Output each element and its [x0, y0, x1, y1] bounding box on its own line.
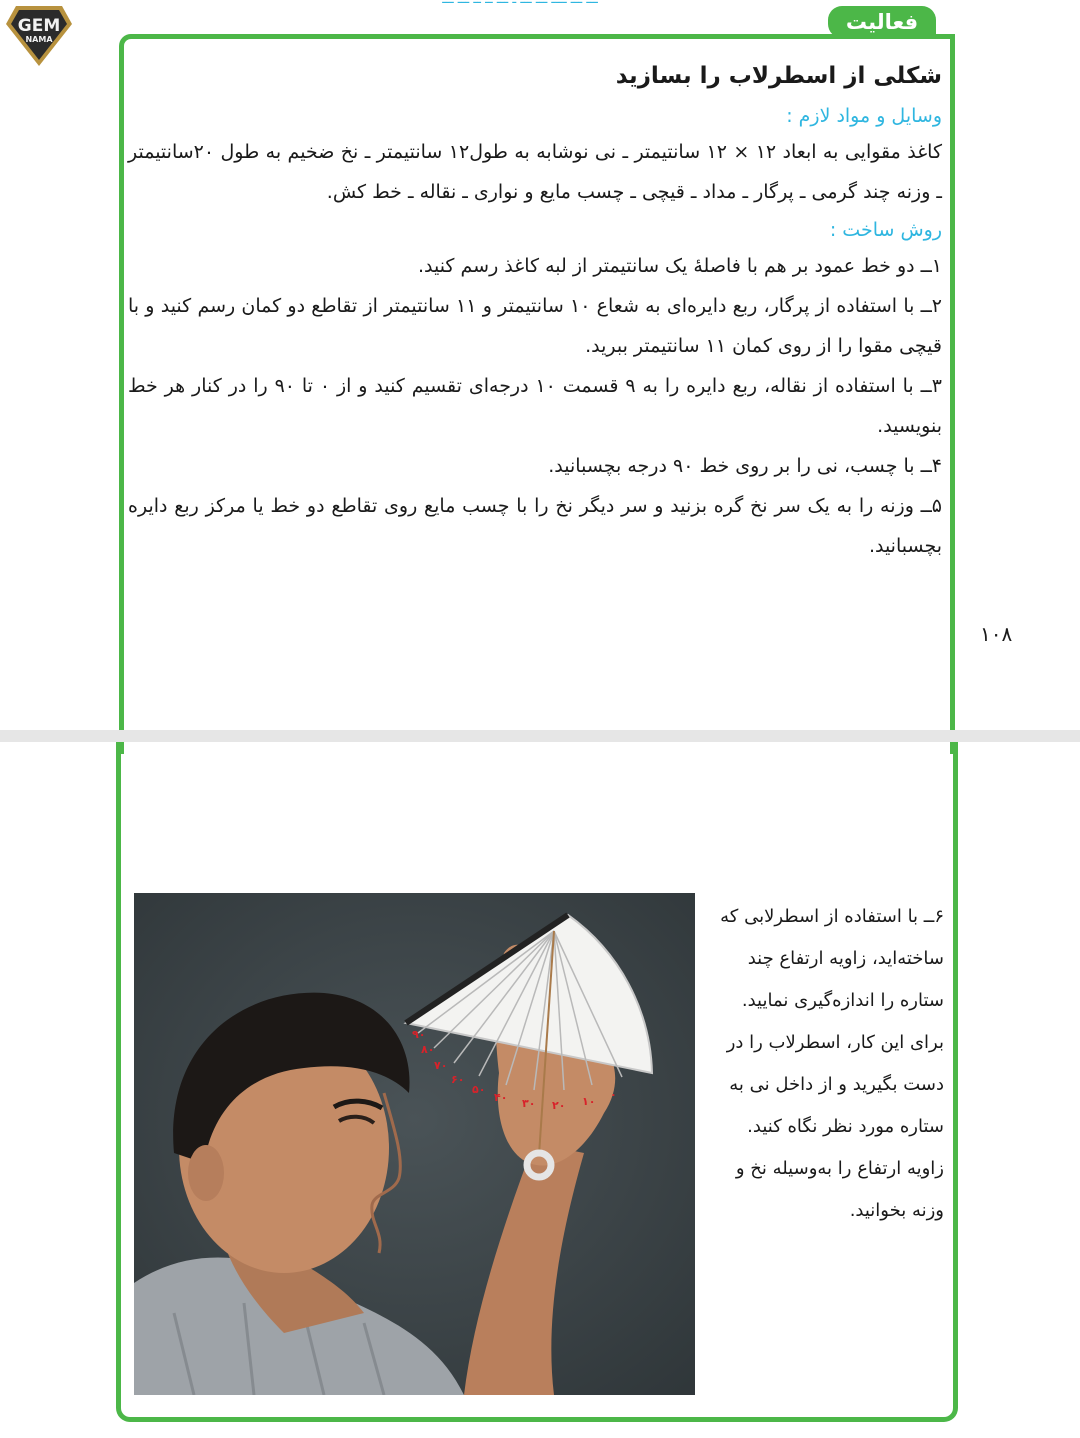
scale-label-40: ۴۰: [494, 1091, 508, 1104]
page-number: ۱۰۸: [980, 622, 1013, 646]
scale-label-90: ۹۰: [412, 1028, 426, 1041]
cropped-top-text: [290, 0, 750, 6]
step-5: ۵ــ وزنه را به یک سر نخ گره بزنید و سر دیگر نخ را با چسب مایع روی تقاطع دو خط یا مرکز ربع دایره بچسبانید.: [128, 495, 942, 557]
scale-label-80: ۸۰: [421, 1043, 435, 1056]
step-4: ۴ــ با چسب، نی را بر روی خط ۹۰ درجه بچسبانید.: [548, 455, 942, 477]
scale-label-60: ۶۰: [451, 1073, 465, 1086]
activity-content: [128, 56, 942, 566]
scale-label-0: ۰: [610, 1088, 617, 1101]
step-3: ۳ــ با استفاده از نقاله، ربع دایره را به ۹ قسمت ۱۰ درجه‌ای تقسیم کنید و از ۰ تا ۹۰ را در کنار هر خط بنویسید.: [128, 375, 942, 437]
materials-text: کاغذ مقوایی به ابعاد ۱۲ × ۱۲ سانتیمتر ـ نی نوشابه به طول۱۲ سانتیمتر ـ نخ ضخیم به طول ۲۰سانتیمتر ـ وزنه چند گرمی ـ پرگار ـ مداد ـ قیچی ـ چسب مایع و نواری ـ نقاله ـ خط کش.: [128, 141, 942, 203]
gemnama-logo: [2, 2, 76, 68]
materials-heading: وسایل و مواد لازم :: [786, 105, 942, 127]
activity-title: شکلی از اسطرلاب را بسازید: [615, 63, 942, 89]
step-2: ۲ــ با استفاده از پرگار، ربع دایره‌ای به شعاع ۱۰ سانتیمتر و ۱۱ سانتیمتر از تقاطع دو کمان رسم کنید و با قیچی مقوا را از روی کمان ۱۱ سانتیمتر ببرید.: [128, 295, 942, 357]
logo-text-gem: GEM: [17, 16, 61, 36]
method-heading: روش ساخت :: [829, 219, 942, 241]
step-6: ۶ــ با استفاده از اسطرلابی که ساخته‌اید، زاویه ارتفاع چند ستاره را اندازه‌گیری نمایید. برای این کار، اسطرلاب را در دست بگیرید و از داخل نی به ستاره مورد نظر نگاه کنید. زاویه ارتفاع را به‌وسیله نخ و وزنه بخوانید.: [720, 906, 944, 1221]
page-divider: [0, 730, 1080, 742]
scale-label-10: ۱۰: [582, 1095, 596, 1108]
step-1: ۱ــ دو خط عمود بر هم با فاصلهٔ یک سانتیمتر از لبه کاغذ رسم کنید.: [417, 255, 942, 277]
scale-label-20: ۲۰: [552, 1099, 566, 1112]
scale-label-70: ۷۰: [434, 1059, 448, 1072]
scale-label-30: ۳۰: [522, 1097, 536, 1110]
activity-tab: فعالیت: [828, 6, 936, 38]
scale-label-50: ۵۰: [472, 1083, 486, 1096]
logo-text-nama: NAMA: [25, 35, 53, 44]
astrolabe-photo: [134, 893, 695, 1395]
